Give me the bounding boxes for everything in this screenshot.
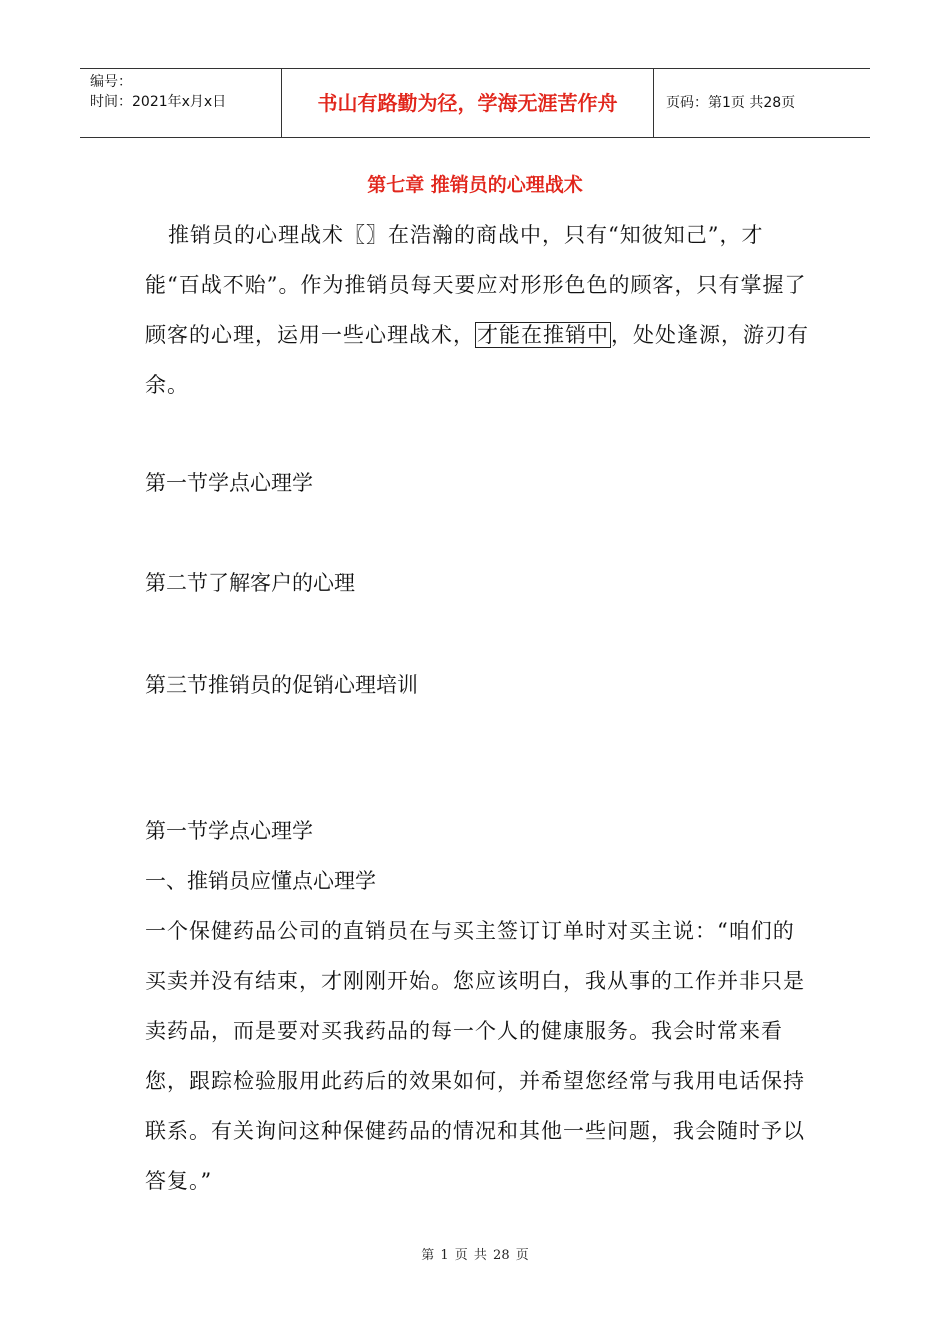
boxed-text: 才能在推销中: [477, 323, 609, 347]
number-label: 编号：: [90, 74, 132, 90]
toc-item-1: 第一节学点心理学: [145, 471, 313, 495]
page-footer: 第 1 页 共 28 页: [421, 1248, 529, 1263]
intro-paragraph: [145, 210, 810, 410]
intro-text-1: 推销员的心理战术〖〗在浩瀚的商战中，只有“知彼知己”，才能“百战不贻”。作为推销员每天要应对形形色色的顾客，只有掌握了顾客的心理，运用一些心理战术，: [145, 223, 807, 347]
chapter-title: 第七章 推销员的心理战术: [367, 174, 583, 196]
header-meta-cell: [80, 69, 282, 137]
section-subheading: 一、推销员应懂点心理学: [145, 869, 376, 893]
time-label: 时间：2021年x月x日: [90, 94, 227, 110]
toc-item-2: 第二节了解客户的心理: [145, 571, 355, 595]
intro-text-2: ，处处逢源，游刃有余。: [145, 323, 809, 397]
header-motto: 书山有路勤为径，学海无涯苦作舟: [282, 69, 654, 137]
header-page-info: 页码：第1页 共28页: [666, 95, 796, 111]
section-paragraph: 一个保健药品公司的直销员在与买主签订订单时对买主说：“咱们的买卖并没有结束，才刚刚开始。您应该明白，我从事的工作并非只是卖药品，而是要对买我药品的每一个人的健康服务。我会时常来看您，跟踪检验服用此药后的效果如何，并希望您经常与我用电话保持联系。有关询问这种保健药品的情况和其他一些问题，我会随时予以答复。”: [145, 919, 805, 1193]
toc-item-3: 第三节推销员的促销心理培训: [145, 673, 418, 697]
document-header: [80, 68, 870, 138]
section-heading: 第一节学点心理学: [145, 819, 313, 843]
